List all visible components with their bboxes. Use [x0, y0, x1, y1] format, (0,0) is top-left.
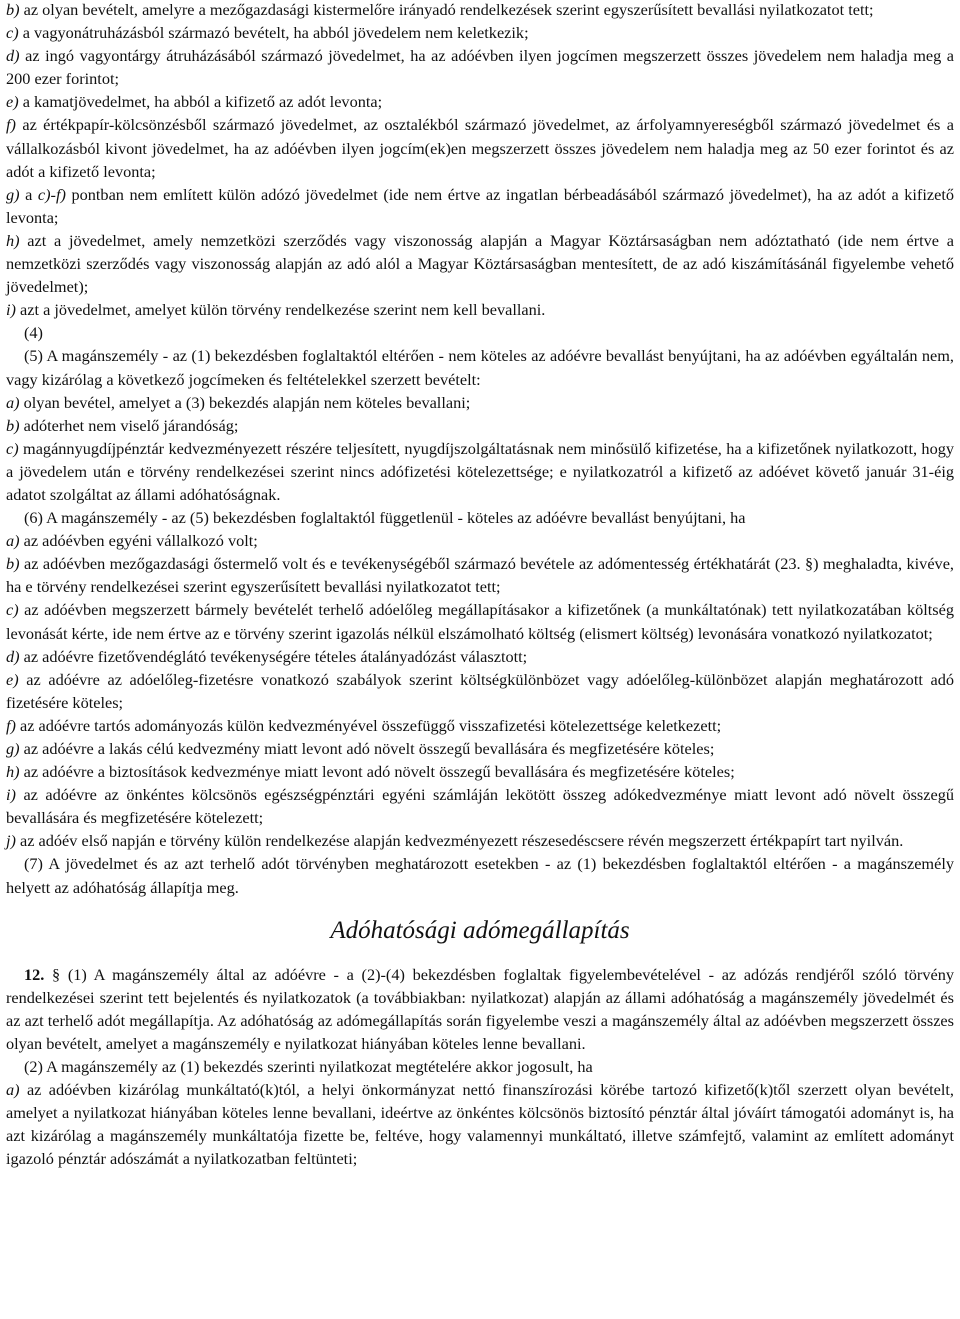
- item-text: adóterhet nem viselő járandóság;: [19, 415, 239, 435]
- section-12-paragraph-2: (2) A magánszemély az (1) bekezdés szerinti nyilatkozat megtételére akkor jogosult, ha: [24, 1057, 593, 1077]
- item-marker: c): [6, 23, 19, 43]
- paragraph-5-intro: (5) A magánszemély - az (1) bekezdésben foglaltaktól eltérően - nem köteles az adóévre bevallást benyújtani, ha az adóévben egyáltalán nem, vagy kizárólag a következő jogcímeken és feltételekkel szerzett bevételt:: [6, 346, 954, 389]
- item-text: az adóévben mezőgazdasági őstermelő volt és e tevékenységéből származó bevétele az adómentesség értékhatárát (23. §) meghaladta, kivéve, ha e törvény rendelkezései szerint egyszerűsített bevallási nyilatkozatot tett;: [6, 554, 954, 597]
- item-marker: j): [6, 831, 16, 851]
- section-symbol: §: [44, 964, 68, 984]
- item-text: magánnyugdíjpénztár kedvezményezett részére teljesített, nyugdíjszolgáltatásnak nem minősülő kifizetése, ha a kifizetőnek nyilatkozott, hogy a jövedelem után e törvény rendelkezései szerint nincs adófizetési kötelezettsége; e nyilatkozatról a kifizető az adóévet követő január 31-éig adatot szolgáltat az állami adóhatóságnak.: [6, 438, 954, 504]
- item-marker: a): [6, 392, 20, 412]
- paragraph-7: (7) A jövedelmet és az azt terhelő adót törvényben meghatározott esetekben - az (1) bekezdésben foglaltaktól eltérően - a magánszemély helyett az adóhatóság állapítja meg.: [6, 854, 954, 897]
- list-item-b: [6, 0, 954, 21]
- item-text: az adóévben kizárólag munkáltató(k)tól, a helyi önkormányzat nettó finanszírozási körébe tartozó kifizető(k)től szerzett olyan bevételt, amelyet a nyilatkozat hiányában köteles lenne bevallani, ideértve az önkéntes kölcsönös biztosító pénztár által jóváírt támogatói adományt is, ha azt kizárólag a magánszemély munkáltatója fizette be, feltéve, hogy valamennyi munkáltató, illetve számfejtő, valamint az említett adományt igazoló pénztár adószámát a nyilatkozatban feltünteti;: [6, 1080, 954, 1169]
- item-text: az adóévre tartós adományozás külön kedvezményével összefüggő visszafizetési kötelezettsége keletkezett;: [15, 715, 722, 735]
- item-text: azt a jövedelmet, amelyet külön törvény rendelkezése szerint nem kell bevallani.: [15, 300, 546, 320]
- item-marker: e): [6, 92, 19, 112]
- list-item-6c: [6, 598, 954, 644]
- list-item-6e: [6, 668, 954, 714]
- list-item-c: [6, 21, 954, 44]
- item-marker: d): [6, 646, 20, 666]
- item-marker: f): [6, 715, 16, 735]
- item-marker: g): [6, 184, 20, 204]
- item-marker: h): [6, 230, 20, 250]
- list-item-d: [6, 44, 954, 90]
- item-marker: e): [6, 669, 19, 689]
- list-item-12a: [6, 1078, 954, 1170]
- list-item-f: [6, 113, 954, 182]
- item-marker: a): [6, 531, 20, 551]
- item-text: az adóévre az önkéntes kölcsönös egészségpénztári egyéni számláján lekötött összeg adókedvezménye miatt levont adó növelt összegű bevallására és megfizetésére kötelezett;: [6, 785, 954, 828]
- section-heading: Adóhatósági adómegállapítás: [330, 916, 630, 944]
- item-text: azt a jövedelmet, amely nemzetközi szerződés vagy viszonosság alapján a Magyar Köztársaságban nem adóztatható (ide nem értve a nemzetközi szerződés vagy viszonosság alapján az adó alól a Magyar Köztársaságban mentesített, de az adó kiszámításánál figyelembe vehető jövedelmet);: [6, 230, 954, 297]
- item-text: az adóévre a biztosítások kedvezménye miatt levont adó növelt összegű bevallására és megfizetésére köteles;: [19, 762, 735, 782]
- item-text: olyan bevétel, amelyet a (3) bekezdés alapján nem köteles bevallani;: [19, 392, 471, 412]
- document-body: [6, 0, 954, 1171]
- list-item-6i: [6, 783, 954, 829]
- list-item-6j: [6, 829, 954, 852]
- section-number: 12.: [24, 964, 45, 984]
- item-ref-marker: c)-f): [37, 184, 66, 204]
- item-text: a kamatjövedelmet, ha abból a kifizető az adót levonta;: [18, 92, 383, 112]
- item-text: az adóév első napján e törvény külön rendelkezése alapján kedvezményezett részesedéscsere révén megszerzett értékpapírt tart nyilván.: [15, 831, 904, 851]
- item-text: az olyan bevételt, amelyre a mezőgazdasági kistermelőre irányadó rendelkezések szerint egyszerűsített bevallási nyilatkozatot tett;: [19, 0, 874, 19]
- item-text: az adóévben megszerzett bármely bevételét terhelő adóelőleg megállapításakor a kifizetőnek (a munkáltatónak) tett nyilatkozatában költség levonását kérte, ide nem értve az e törvény szerint igazolás nélkül elszámolható költség (elismert költség) levonására vonatkozó nyilatkozatot;: [6, 600, 954, 643]
- item-text: az ingó vagyontárgy átruházásából származó jövedelmet, ha az adóévben ilyen jogcímen megszerzett összes jövedelem nem haladja meg a 200 ezer forintot;: [6, 46, 954, 89]
- item-marker: b): [6, 0, 20, 19]
- list-item-5a: [6, 391, 954, 414]
- section-12-paragraph-1: [6, 963, 954, 1055]
- list-item-6d: [6, 645, 954, 668]
- item-marker: i): [6, 785, 16, 805]
- list-item-5c: [6, 437, 954, 506]
- item-text: az értékpapír-kölcsönzésből származó jövedelmet, az osztalékból származó jövedelmet, az árfolyamnyereségből származó jövedelmet és a vállalkozásból kivont jövedelmet, ha az adóévben ilyen jogcím(ek)en megszerzett összes jövedelem nem haladja meg az 50 ezer forintot és az adót a kifizető levonta;: [6, 115, 954, 181]
- item-marker: h): [6, 762, 20, 782]
- item-marker: c): [6, 600, 19, 620]
- list-item-6b: [6, 552, 954, 598]
- item-text: az adóévre a lakás célú kedvezmény miatt levont adó növelt összegű bevallására és megfizetésére köteles;: [19, 739, 715, 758]
- list-item-6f: [6, 714, 954, 737]
- item-marker: a): [6, 1080, 20, 1100]
- list-item-6g: [6, 737, 954, 760]
- item-marker: c): [6, 438, 19, 458]
- list-item-6h: [6, 760, 954, 783]
- list-item-6a: [6, 529, 954, 552]
- item-text-cont: pontban nem említett külön adózó jövedelmet (ide nem értve az ingatlan bérbeadásából származó jövedelmet), ha az adót a kifizető levonta;: [6, 184, 954, 227]
- list-item-h: [6, 229, 954, 298]
- paragraph-6-intro: (6) A magánszemély - az (5) bekezdésben foglaltaktól függetlenül - köteles az adóévre bevallást benyújtani, ha: [24, 508, 746, 528]
- item-text: a: [19, 184, 38, 204]
- item-marker: f): [6, 115, 16, 135]
- item-text: az adóévre az adóelőleg-fizetésre vonatkozó szabályok szerint költségkülönbözet vagy adóelőleg-különbözet alapján meghatározott adó fizetésére köteles;: [6, 669, 954, 712]
- paragraph-text: (1) A magánszemély által az adóévre - a (2)-(4) bekezdésben foglaltak figyelembevételével - az adózás rendjéről szóló törvény rendelkezései szerint tett bejelentés és nyilatkozatok (a továbbiakban: nyilatkozat) alapján az állami adóhatóság a magánszemély jövedelmét és az azt terhelő adót megállapítja. Az adóhatóság az adómegállapítás során figyelembe veszi a magánszemély által az adóévben megszerzett összes olyan bevételt, amelyet a magánszemély e nyilatkozat hiányában köteles lenne bevallani.: [6, 964, 954, 1053]
- list-item-g: [6, 183, 954, 229]
- item-marker: d): [6, 46, 20, 66]
- paragraph-4: (4): [24, 323, 43, 343]
- item-marker: g): [6, 739, 20, 758]
- list-item-i: [6, 298, 954, 321]
- item-marker: i): [6, 300, 16, 320]
- item-text: a vagyonátruházásból származó bevételt, ha abból jövedelem nem keletkezik;: [18, 23, 529, 43]
- item-marker: b): [6, 554, 20, 574]
- item-marker: b): [6, 415, 20, 435]
- list-item-e: [6, 90, 954, 113]
- item-text: az adóévre fizetővendéglátó tevékenységére tételes átalányadózást választott;: [19, 646, 528, 666]
- item-text: az adóévben egyéni vállalkozó volt;: [19, 531, 258, 551]
- list-item-5b: [6, 414, 954, 437]
